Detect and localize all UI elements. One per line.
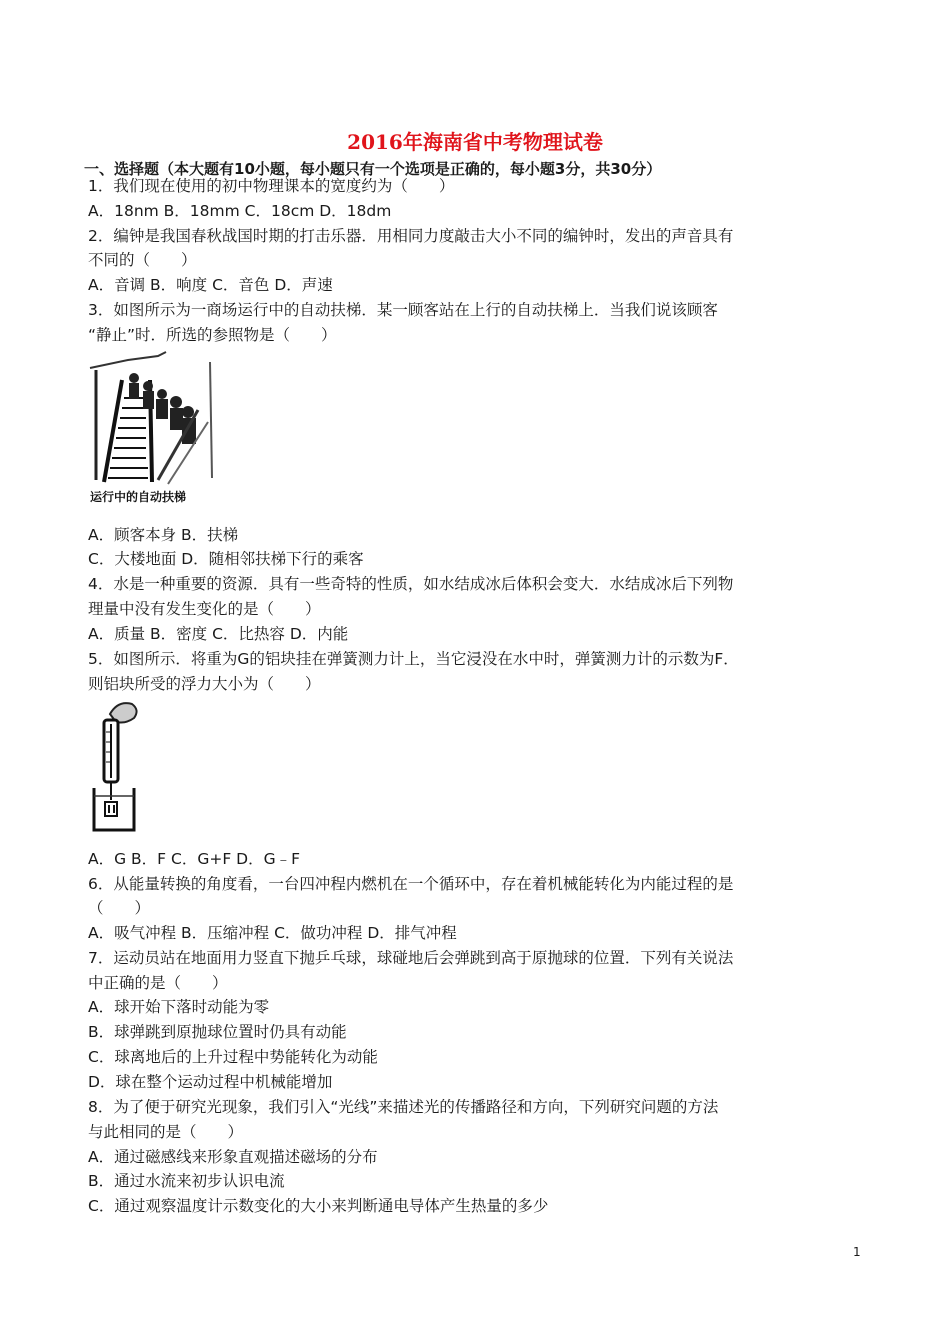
question-2-stem-line-1: 2．编钟是我国春秋战国时期的打击乐器．用相同力度敲击大小不同的编钟时，发出的声音具有 xyxy=(88,227,734,245)
question-6-options: A．吸气冲程 B．压缩冲程 C．做功冲程 D．排气冲程 xyxy=(88,924,457,942)
question-3-stem-line-1: 3．如图所示为一商场运行中的自动扶梯．某一顾客站在上行的自动扶梯上．当我们说该顾客 xyxy=(88,301,718,319)
question-4-options: A．质量 B．密度 C．比热容 D．内能 xyxy=(88,625,349,643)
question-2-options: A．音调 B．响度 C．音色 D．声速 xyxy=(88,276,333,294)
page-number: 1 xyxy=(853,1245,861,1259)
question-8-stem-line-2: 与此相同的是（ ） xyxy=(88,1123,244,1141)
question-7-option-d: D．球在整个运动过程中机械能增加 xyxy=(88,1073,333,1091)
question-3-stem-line-2: “静止”时．所选的参照物是（ ） xyxy=(88,326,337,344)
question-7-stem-line-1: 7．运动员站在地面用力竖直下抛乒乓球，球碰地后会弹跳到高于原抛球的位置．下列有关说法 xyxy=(88,949,734,967)
question-1-stem: 1．我们现在使用的初中物理课本的宽度约为（ ） xyxy=(88,177,455,195)
question-3-options-line-2: C．大楼地面 D．随相邻扶梯下行的乘客 xyxy=(88,550,364,568)
question-5-stem-line-2: 则铝块所受的浮力大小为（ ） xyxy=(88,675,321,693)
question-8-stem-line-1: 8．为了便于研究光现象，我们引入“光线”来描述光的传播路径和方向，下列研究问题的方法 xyxy=(88,1098,719,1116)
escalator-figure xyxy=(88,350,222,510)
question-3-options-line-1: A．顾客本身 B．扶梯 xyxy=(88,526,239,544)
question-5-stem-line-1: 5．如图所示．将重为G的铝块挂在弹簧测力计上，当它浸没在水中时，弹簧测力计的示数为F． xyxy=(88,650,739,668)
question-7-option-b: B．球弹跳到原抛球位置时仍具有动能 xyxy=(88,1023,347,1041)
spring-scale-image xyxy=(88,700,148,835)
question-5-options: A．G B．F C．G+F D．G﹣F xyxy=(88,850,301,868)
section-header: 一、选择题（本大题有10小题，每小题只有一个选项是正确的，每小题3分，共30分） xyxy=(84,160,662,178)
question-4-stem-line-1: 4．水是一种重要的资源．具有一些奇特的性质，如水结成冰后体积会变大．水结成冰后下列物 xyxy=(88,575,734,593)
spring-scale-figure xyxy=(88,700,148,835)
question-1-options: A．18nm B．18mm C．18cm D．18dm xyxy=(88,202,392,220)
question-8-option-b: B．通过水流来初步认识电流 xyxy=(88,1172,285,1190)
question-7-option-a: A．球开始下落时动能为零 xyxy=(88,998,270,1016)
question-6-stem-line-2: （ ） xyxy=(88,899,151,917)
escalator-image xyxy=(88,350,222,510)
escalator-caption: 运行中的自动扶梯 xyxy=(90,490,187,504)
question-7-stem-line-2: 中正确的是（ ） xyxy=(88,974,228,992)
question-4-stem-line-2: 理量中没有发生变化的是（ ） xyxy=(88,600,321,618)
page-title: 2016年海南省中考物理试卷 xyxy=(347,130,603,154)
question-8-option-c: C．通过观察温度计示数变化的大小来判断通电导体产生热量的多少 xyxy=(88,1197,549,1215)
question-6-stem-line-1: 6．从能量转换的角度看，一台四冲程内燃机在一个循环中，存在着机械能转化为内能过程的是 xyxy=(88,875,734,893)
question-7-option-c: C．球离地后的上升过程中势能转化为动能 xyxy=(88,1048,378,1066)
question-2-stem-line-2: 不同的（ ） xyxy=(88,251,197,269)
question-8-option-a: A．通过磁感线来形象直观描述磁场的分布 xyxy=(88,1148,378,1166)
